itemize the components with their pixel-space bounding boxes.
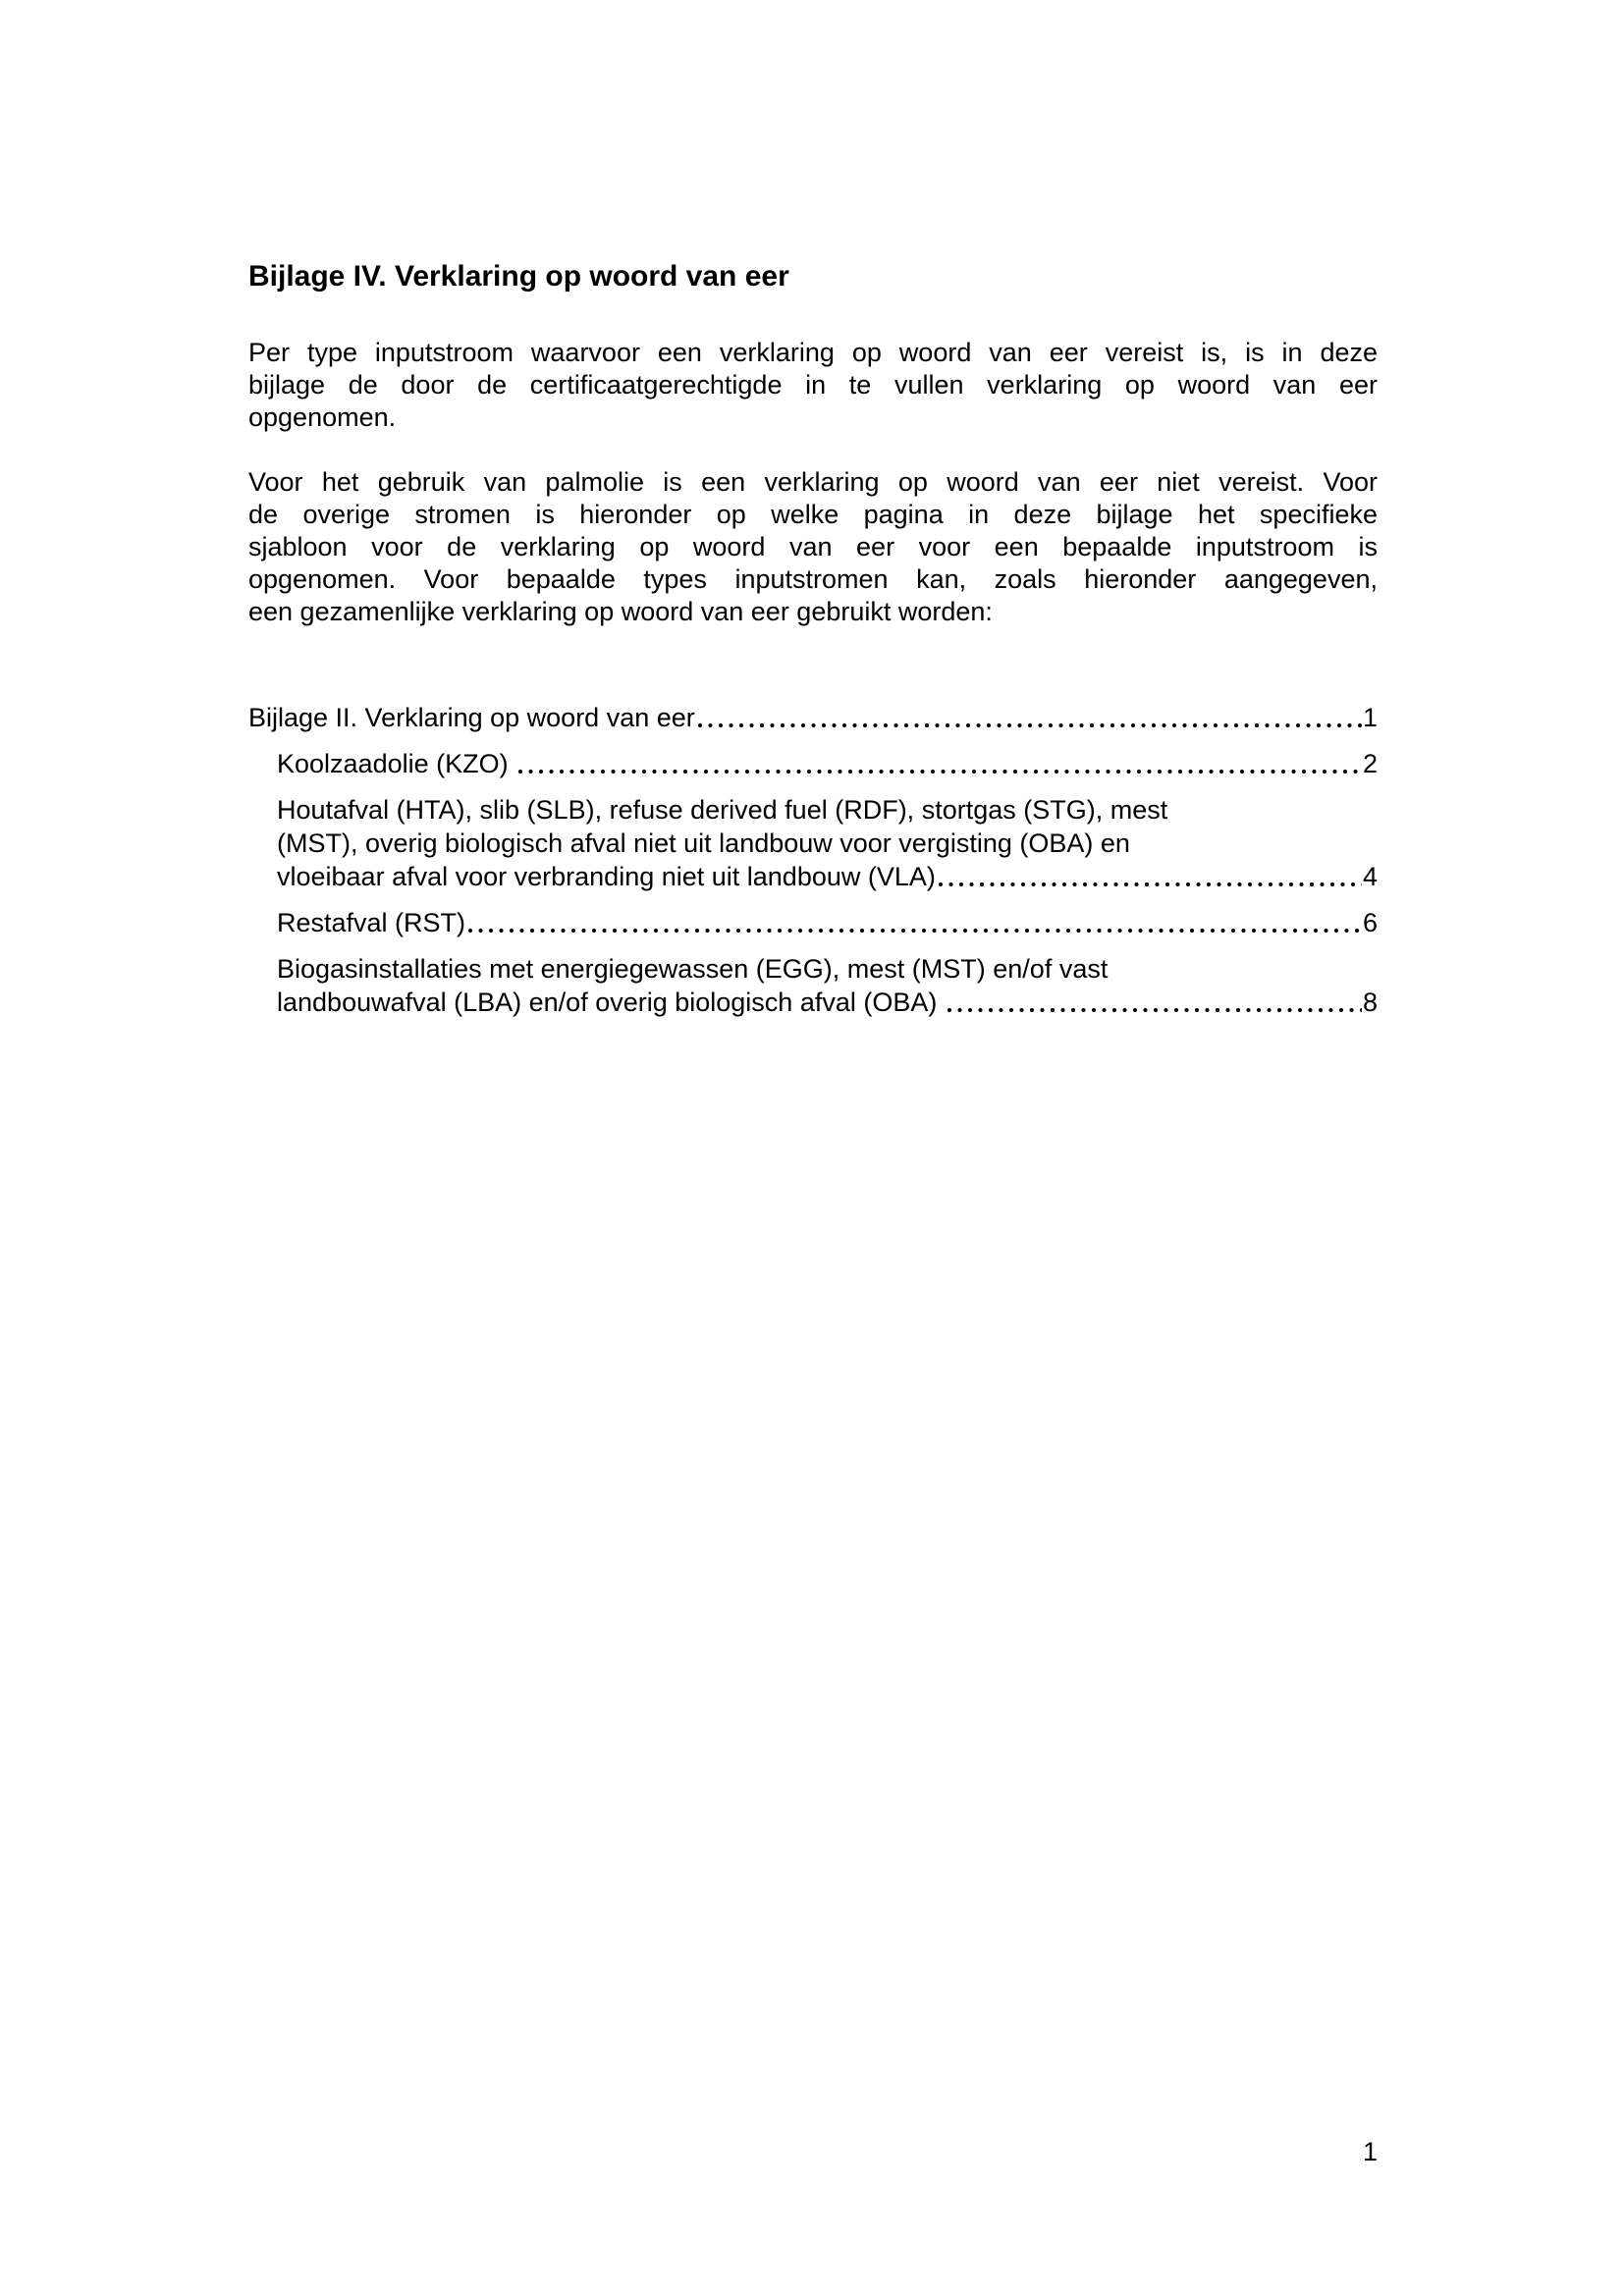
paragraph-line: bijlage de door de certificaatgerechtigde in te vullen verklaring op woord van eer (248, 370, 1378, 400)
table-of-contents (248, 701, 1378, 1019)
dot-leader (939, 881, 1362, 887)
dot-leader (947, 1007, 1362, 1013)
toc-entry-line (248, 701, 1378, 734)
page-number-footer: 1 (1362, 2137, 1378, 2166)
toc-page-number: 1 (1362, 703, 1378, 732)
paragraph-line: sjabloon voor de verklaring op woord van eer voor een bepaalde inputstroom is (248, 532, 1378, 561)
toc-entry-text: landbouwafval (LBA) en/of overig biologisch afval (OBA) (277, 988, 945, 1017)
page-content (248, 258, 1378, 1019)
page-title: Bijlage IV. Verklaring op woord van eer (248, 260, 789, 293)
toc-entry-text: vloeibaar afval voor verbranding niet uit landbouw (VLA) (277, 862, 936, 891)
dot-leader (468, 928, 1362, 934)
dot-leader (518, 769, 1362, 774)
paragraph-line: opgenomen. Voor bepaalde types inputstromen kan, zoals hieronder aangegeven, (248, 564, 1378, 594)
toc-entry (248, 952, 1378, 1019)
toc-entry (248, 906, 1378, 939)
toc-entry-line: Houtafval (HTA), slib (SLB), refuse derived fuel (RDF), stortgas (STG), mest (277, 795, 1168, 825)
toc-entry (248, 747, 1378, 780)
toc-page-number: 6 (1362, 908, 1378, 937)
toc-entry-line: (MST), overig biologisch afval niet uit landbouw voor vergisting (OBA) en (277, 828, 1130, 858)
paragraph-line: een gezamenlijke verklaring op woord van eer gebruikt worden: (248, 597, 993, 626)
paragraph (248, 466, 1378, 628)
paragraph (248, 337, 1378, 434)
toc-entry-line (277, 860, 1378, 893)
paragraph-line: opgenomen. (248, 402, 397, 432)
toc-entry (248, 701, 1378, 734)
toc-entry-line (277, 986, 1378, 1019)
toc-entry-text: Koolzaadolie (KZO) (277, 749, 516, 778)
toc-entry-text: Bijlage II. Verklaring op woord van eer (248, 703, 695, 732)
toc-entry-line (277, 747, 1378, 780)
toc-entry-line (277, 906, 1378, 939)
toc-entry-line: Biogasinstallaties met energiegewassen (EGG), mest (MST) en/of vast (277, 954, 1109, 984)
toc-page-number: 4 (1362, 862, 1378, 891)
toc-page-number: 8 (1362, 988, 1378, 1017)
toc-entry-text: Restafval (RST) (277, 908, 466, 937)
paragraph-line: Per type inputstroom waarvoor een verklaring op woord van eer vereist is, is in deze (248, 338, 1378, 367)
paragraph-line: de overige stromen is hieronder op welke pagina in deze bijlage het specifieke (248, 500, 1378, 529)
dot-leader (698, 722, 1362, 728)
paragraph-line: Voor het gebruik van palmolie is een verklaring op woord van eer niet vereist. Voor (248, 467, 1378, 497)
toc-entry (248, 793, 1378, 893)
toc-page-number: 2 (1362, 749, 1378, 778)
